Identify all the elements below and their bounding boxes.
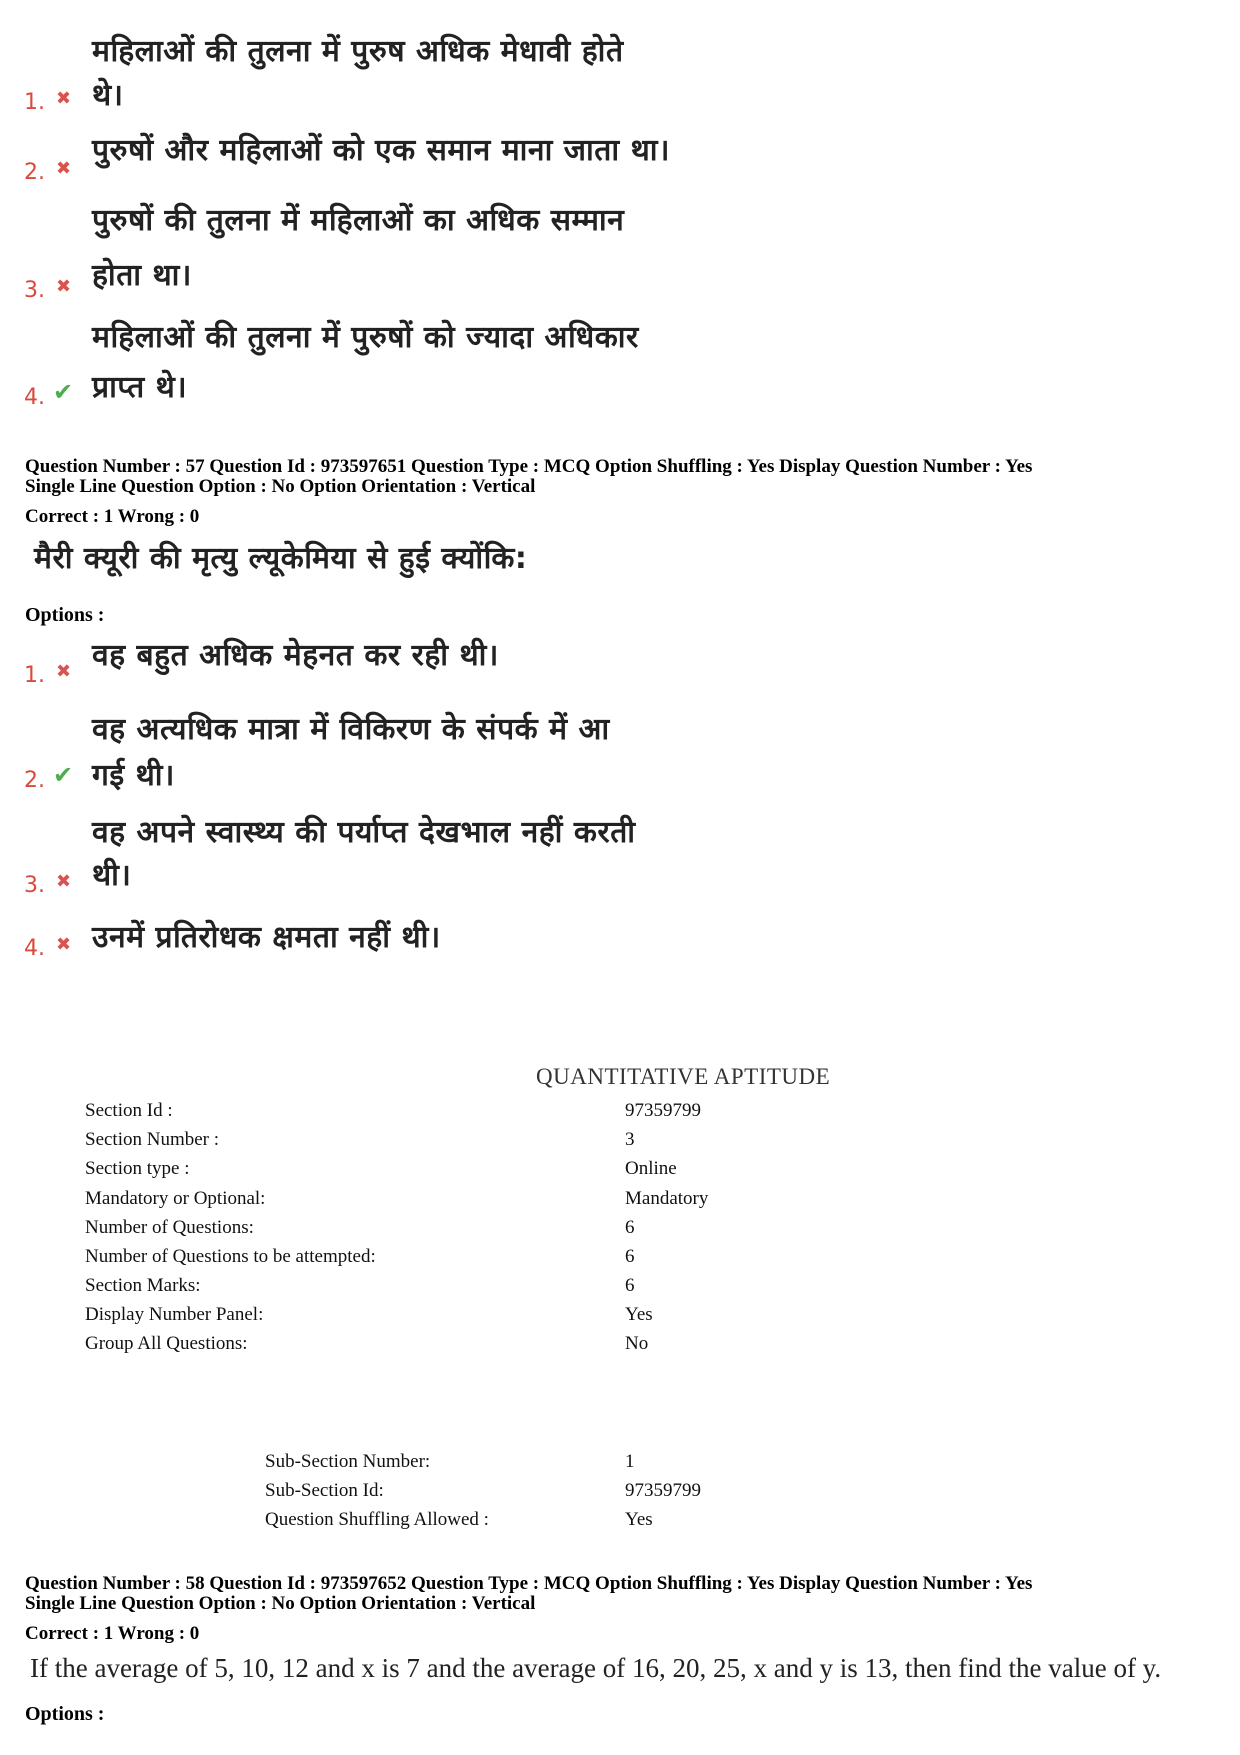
- option-text-line: थे।: [92, 78, 124, 113]
- subsection-value: Yes: [625, 1509, 653, 1530]
- subsection-value: 1: [625, 1451, 635, 1472]
- option-text-line: पुरुषों की तुलना में महिलाओं का अधिक सम्मान: [92, 203, 625, 238]
- section-value: Online: [625, 1158, 677, 1179]
- option-number: 4.: [24, 936, 45, 961]
- section-label: Display Number Panel:: [85, 1304, 264, 1325]
- question-text: मैरी क्यूरी की मृत्यु ल्यूकेमिया से हुई क्योंकि:: [34, 541, 528, 576]
- option-text-line: थी।: [92, 858, 132, 893]
- subsection-label: Sub-Section Number:: [265, 1451, 431, 1472]
- option-number: 1.: [24, 90, 45, 115]
- option-text-line: प्राप्त थे।: [92, 370, 188, 405]
- subsection-label: Sub-Section Id:: [265, 1480, 384, 1501]
- section-label: Number of Questions:: [85, 1217, 254, 1238]
- section-value: 6: [625, 1217, 635, 1238]
- section-label: Section Id :: [85, 1100, 173, 1121]
- option-text-line: वह बहुत अधिक मेहनत कर रही थी।: [92, 638, 499, 673]
- option-text-line: पुरुषों और महिलाओं को एक समान माना जाता था।: [92, 133, 670, 168]
- options-label: Options :: [25, 604, 105, 626]
- question-score: Correct : 1 Wrong : 0: [25, 506, 200, 527]
- section-value: No: [625, 1333, 649, 1354]
- section-value: Mandatory: [625, 1188, 709, 1209]
- subsection-label: Question Shuffling Allowed :: [265, 1509, 489, 1530]
- question-score: Correct : 1 Wrong : 0: [25, 1623, 200, 1644]
- wrong-mark-icon: ✖: [56, 871, 72, 892]
- option-number: 2.: [24, 160, 45, 185]
- option-text-line: होता था।: [92, 258, 192, 293]
- section-label: Group All Questions:: [85, 1333, 248, 1354]
- section-label: Mandatory or Optional:: [85, 1188, 266, 1209]
- section-value: 6: [625, 1246, 635, 1267]
- option-number: 4.: [24, 385, 45, 410]
- correct-mark-icon: ✔: [53, 761, 74, 789]
- wrong-mark-icon: ✖: [56, 88, 72, 109]
- wrong-mark-icon: ✖: [56, 934, 72, 955]
- question-meta: Question Number : 58 Question Id : 973597652 Question Type : MCQ Option Shuffling : Yes Display Question Number : Yes: [25, 1573, 1033, 1594]
- option-text-line: महिलाओं की तुलना में पुरुष अधिक मेधावी होते: [92, 34, 624, 69]
- section-title: QUANTITATIVE APTITUDE: [536, 1064, 831, 1089]
- section-label: Section Number :: [85, 1129, 220, 1150]
- option-text-line: महिलाओं की तुलना में पुरुषों को ज्यादा अधिकार: [92, 320, 639, 355]
- option-text-line: गई थी।: [92, 758, 175, 793]
- option-text-line: वह अत्यधिक मात्रा में विकिरण के संपर्क में आ: [92, 712, 610, 747]
- option-text-line: वह अपने स्वास्थ्य की पर्याप्त देखभाल नहीं करती: [92, 815, 636, 850]
- question-meta: Question Number : 57 Question Id : 973597651 Question Type : MCQ Option Shuffling : Yes Display Question Number : Yes: [25, 456, 1033, 477]
- question-text: If the average of 5, 10, 12 and x is 7 and the average of 16, 20, 25, x and y is 13, then find the value of y.: [30, 1653, 1162, 1683]
- question-meta: Single Line Question Option : No Option Orientation : Vertical: [25, 476, 536, 497]
- option-number: 3.: [24, 873, 45, 898]
- options-label: Options :: [25, 1703, 105, 1725]
- wrong-mark-icon: ✖: [56, 661, 72, 682]
- question-meta: Single Line Question Option : No Option Orientation : Vertical: [25, 1593, 536, 1614]
- section-label: Section type :: [85, 1158, 190, 1179]
- wrong-mark-icon: ✖: [56, 158, 72, 179]
- subsection-value: 97359799: [625, 1480, 701, 1501]
- option-number: 2.: [24, 768, 45, 793]
- section-value: 97359799: [625, 1100, 701, 1121]
- option-text-line: उनमें प्रतिरोधक क्षमता नहीं थी।: [92, 920, 441, 955]
- correct-mark-icon: ✔: [53, 378, 74, 406]
- section-label: Number of Questions to be attempted:: [85, 1246, 376, 1267]
- wrong-mark-icon: ✖: [56, 276, 72, 297]
- option-number: 1.: [24, 663, 45, 688]
- section-value: 6: [625, 1275, 635, 1296]
- section-value: Yes: [625, 1304, 653, 1325]
- section-label: Section Marks:: [85, 1275, 201, 1296]
- section-value: 3: [625, 1129, 635, 1150]
- option-number: 3.: [24, 278, 45, 303]
